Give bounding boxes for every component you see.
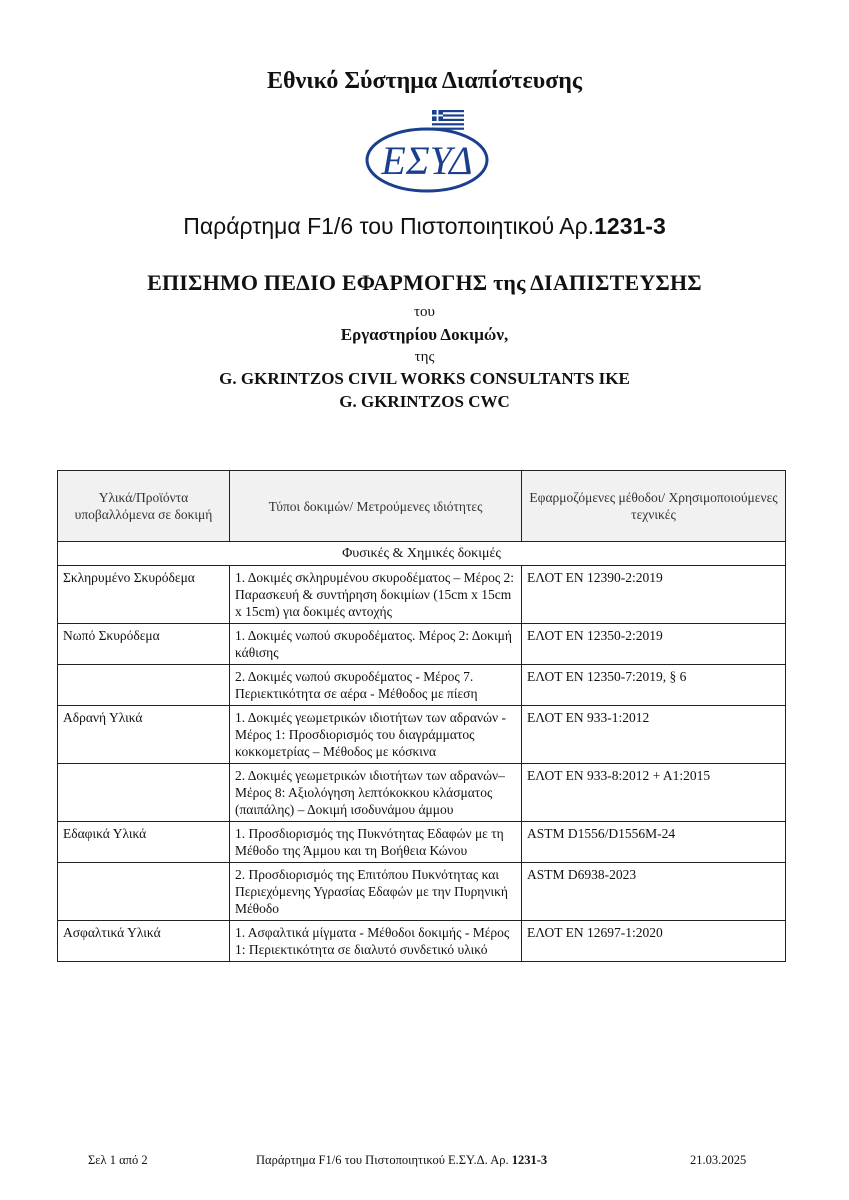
footer-date: 21.03.2025	[690, 1153, 747, 1167]
lab-type: Εργαστηρίου Δοκιμών,	[340, 325, 509, 344]
method-cell: ASTM D1556/D1556M-24	[522, 822, 786, 863]
method-cell: ASTM D6938-2023	[522, 863, 786, 921]
company-name: G. GKRINTZOS CIVIL WORKS CONSULTANTS IKE	[219, 369, 630, 388]
test-cell: 1. Προσδιορισμός της Πυκνότητας Εδαφών με τη Μέθοδο της Άμμου και τη Βοήθεια Κώνου	[230, 822, 522, 863]
certificate-number: 1231-3	[594, 213, 666, 239]
footer-annex-text: Παράρτημα F1/6 του Πιστοποιητικού Ε.ΣΥ.Δ. Αρ.	[256, 1153, 509, 1167]
method-cell: ΕΛΟΤ ΕΝ 933-8:2012 + Α1:2015	[522, 764, 786, 822]
annex-title	[0, 213, 849, 240]
test-cell: 1. Δοκιμές σκληρυμένου σκυροδέματος – Μέρος 2: Παρασκευή & συντήρηση δοκιμίων (15cm x 15cm x 15cm) για δοκιμές αντοχής	[230, 566, 522, 624]
material-cell: Σκληρυμένο Σκυρόδεμα	[58, 566, 230, 624]
organization-title: Εθνικό Σύστημα Διαπίστευσης	[266, 68, 582, 94]
test-cell: 1. Ασφαλτικά μίγματα - Μέθοδοι δοκιμής - Μέρος 1: Περιεκτικότητα σε διαλυτό συνδετικό υλικό	[230, 921, 522, 962]
method-cell: ΕΛΟΤ ΕΝ 12350-2:2019	[522, 624, 786, 665]
method-cell: ΕΛΟΤ ΕΝ 12350-7:2019, § 6	[522, 665, 786, 706]
section-header: Φυσικές & Χημικές δοκιμές	[58, 542, 786, 566]
of-label-2: της	[414, 349, 435, 365]
footer-annex-reference	[256, 1153, 547, 1168]
method-cell: ΕΛΟΤ ΕΝ 933-1:2012	[522, 706, 786, 764]
material-cell: Ασφαλτικά Υλικά	[58, 921, 230, 962]
table-row	[58, 863, 786, 921]
table-row	[58, 822, 786, 863]
greek-flag-icon	[432, 110, 464, 130]
material-cell: Νωπό Σκυρόδεμα	[58, 624, 230, 665]
footer-page-number: Σελ 1 από 2	[88, 1153, 148, 1167]
method-cell: ΕΛΟΤ ΕΝ 12697-1:2020	[522, 921, 786, 962]
of-label-1: του	[414, 304, 435, 320]
test-cell: 2. Προσδιορισμός της Επιτόπου Πυκνότητας και Περιεχόμενης Υγρασίας Εδαφών με την Πυρηνική Μέθοδο	[230, 863, 522, 921]
table-row	[58, 706, 786, 764]
test-cell: 1. Δοκιμές νωπού σκυροδέματος. Μέρος 2: Δοκιμή κάθισης	[230, 624, 522, 665]
table-row	[58, 921, 786, 962]
company-short-name: G. GKRINTZOS CWC	[339, 392, 510, 411]
table-row	[58, 764, 786, 822]
annex-prefix: Παράρτημα F1/6 του Πιστοποιητικού Αρ.	[183, 213, 595, 239]
table-row	[58, 566, 786, 624]
material-cell: Αδρανή Υλικά	[58, 706, 230, 764]
method-cell: ΕΛΟΤ ΕΝ 12390-2:2019	[522, 566, 786, 624]
scope-title: ΕΠΙΣΗΜΟ ΠΕΔΙΟ ΕΦΑΡΜΟΓΗΣ της ΔΙΑΠΙΣΤΕΥΣΗΣ	[147, 270, 702, 295]
column-header-methods: Εφαρμοζόμενες μέθοδοι/ Χρησιμοποιούμενες τεχνικές	[522, 471, 786, 542]
column-header-materials: Υλικά/Προϊόντα υποβαλλόμενα σε δοκιμή	[58, 471, 230, 542]
test-cell: 2. Δοκιμές γεωμετρικών ιδιοτήτων των αδρανών– Μέρος 8: Αξιολόγηση λεπτόκοκκου κλάσματος (παιπάλης) – Δοκιμή ισοδυνάμου άμμου	[230, 764, 522, 822]
material-cell	[58, 764, 230, 822]
material-cell	[58, 863, 230, 921]
table-row	[58, 665, 786, 706]
test-cell: 2. Δοκιμές νωπού σκυροδέματος - Μέρος 7. Περιεκτικότητα σε αέρα - Μέθοδος με πίεση	[230, 665, 522, 706]
table-row	[58, 624, 786, 665]
material-cell: Εδαφικά Υλικά	[58, 822, 230, 863]
material-cell	[58, 665, 230, 706]
test-cell: 1. Δοκιμές γεωμετρικών ιδιοτήτων των αδρανών - Μέρος 1: Προσδιορισμός του διαγράμματος κοκκομετρίας – Μέθοδος με κόσκινα	[230, 706, 522, 764]
column-header-tests: Τύποι δοκιμών/ Μετρούμενες ιδιότητες	[230, 471, 522, 542]
footer-cert-number: 1231-3	[511, 1153, 548, 1167]
esyd-logo	[362, 108, 492, 194]
logo-text: ΕΣΥΔ	[381, 138, 473, 183]
accreditation-scope-table	[57, 470, 786, 962]
